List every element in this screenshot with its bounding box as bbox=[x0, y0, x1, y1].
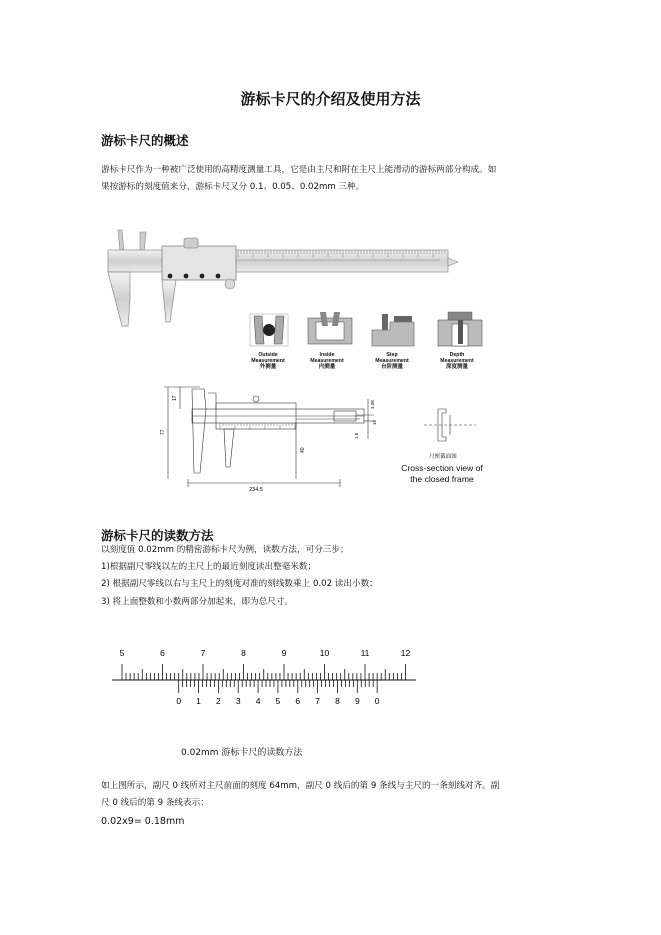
main-scale-label: 12 bbox=[400, 648, 411, 658]
reading-step-2: 2) 根据副尺零线以右与主尺上的刻度对准的刻线数乘上 0.02 读出小数； bbox=[101, 579, 378, 589]
mode-label-step: Step Measurement 台阶测量 bbox=[375, 352, 409, 370]
overview-paragraph-line-1: 游标卡尺作为一种被广泛使用的高精度测量工具，它是由主尺和附在主尺上能滑动的游标两部分构成。如 bbox=[101, 165, 497, 175]
page-title: 游标卡尺的介绍及使用方法 bbox=[240, 90, 421, 108]
section-heading-reading: 游标卡尺的读数方法 bbox=[101, 528, 214, 543]
scale-caption: 0.02mm 游标卡尺的读数方法 bbox=[181, 748, 303, 758]
vernier-scale-labels bbox=[176, 696, 379, 706]
vernier-scale-ticks bbox=[179, 680, 377, 693]
reading-line-1: 以刻度值 0.02mm 的精密游标卡尺为例，读数方法，可分三步； bbox=[101, 545, 349, 555]
example-line-2: 尺 0 线后的第 9 条线表示： bbox=[101, 798, 209, 808]
vernier-scale-label: 5 bbox=[275, 696, 281, 706]
dim-40: 40 bbox=[300, 447, 306, 453]
vernier-scale-label: 0 bbox=[176, 696, 182, 706]
vernier-scale-label: 7 bbox=[315, 696, 320, 706]
vernier-scale-label: 8 bbox=[335, 696, 340, 706]
cross-section-caption: Cross-section view of the closed frame bbox=[401, 463, 483, 484]
main-scale-label: 10 bbox=[319, 648, 330, 658]
reading-step-1: 1)根据副尺零线以左的主尺上的最近刻度读出整毫米数； bbox=[101, 562, 317, 572]
mode-label-inside: Inside Measurement 内测量 bbox=[310, 352, 344, 370]
dim-1-5: 1.5 bbox=[354, 432, 359, 439]
depth-measurement-icon bbox=[438, 312, 482, 346]
reading-step-3: 3) 将上面整数和小数两部分加起来，即为总尺寸。 bbox=[101, 597, 294, 607]
vernier-scale-label: 6 bbox=[295, 696, 301, 706]
dim-77: 77 bbox=[160, 429, 166, 435]
main-scale-label: 7 bbox=[200, 648, 206, 658]
dim-17: 17 bbox=[172, 395, 178, 401]
measurement-mode-icons bbox=[246, 310, 486, 350]
vernier-scale-label: 1 bbox=[196, 696, 201, 706]
vernier-scale-label: 4 bbox=[255, 696, 261, 706]
vernier-scale-label: 2 bbox=[216, 696, 221, 706]
vernier-scale-label: 0 bbox=[374, 696, 380, 706]
jaw-tip-detail bbox=[330, 395, 380, 445]
example-line-1: 如上图所示，副尺 0 线所对主尺前面的刻度 64mm，副尺 0 线后的第 9 条线与主尺的一条刻线对齐。副 bbox=[101, 781, 500, 791]
mode-label-depth: Depth Measurement 深度测量 bbox=[440, 352, 474, 370]
vernier-scale-label: 9 bbox=[354, 696, 360, 706]
main-scale-ticks bbox=[122, 664, 406, 680]
main-scale-label: 6 bbox=[160, 648, 165, 658]
inside-measurement-icon bbox=[308, 312, 352, 344]
main-scale-label: 11 bbox=[360, 648, 370, 658]
dim-3-38: 3.38 bbox=[370, 400, 375, 409]
drawing-scale-ticks bbox=[220, 423, 295, 429]
overview-paragraph-line-2: 果按游标的刻度值来分，游标卡尺又分 0.1、0.05、0.02mm 三种。 bbox=[101, 182, 365, 192]
cross-section-label-zh: 尺框截面图 bbox=[429, 454, 457, 460]
section-heading-overview: 游标卡尺的概述 bbox=[101, 133, 189, 148]
vernier-scale-label: 3 bbox=[235, 696, 241, 706]
main-scale-label: 8 bbox=[241, 648, 246, 658]
cross-section-drawing bbox=[420, 405, 480, 445]
dim-16: 16 bbox=[372, 419, 377, 425]
vernier-scale-diagram bbox=[110, 640, 420, 715]
dim-234-5: 234.5 bbox=[249, 487, 263, 493]
example-result: 0.02x9= 0.18mm bbox=[101, 816, 185, 827]
mode-label-outside: Outside Measurement 外测量 bbox=[251, 352, 285, 370]
main-scale-label: 9 bbox=[281, 648, 287, 658]
main-scale-labels bbox=[120, 648, 411, 658]
main-scale-label: 5 bbox=[119, 648, 125, 658]
outside-measurement-icon bbox=[250, 314, 288, 346]
step-measurement-icon bbox=[372, 314, 414, 346]
